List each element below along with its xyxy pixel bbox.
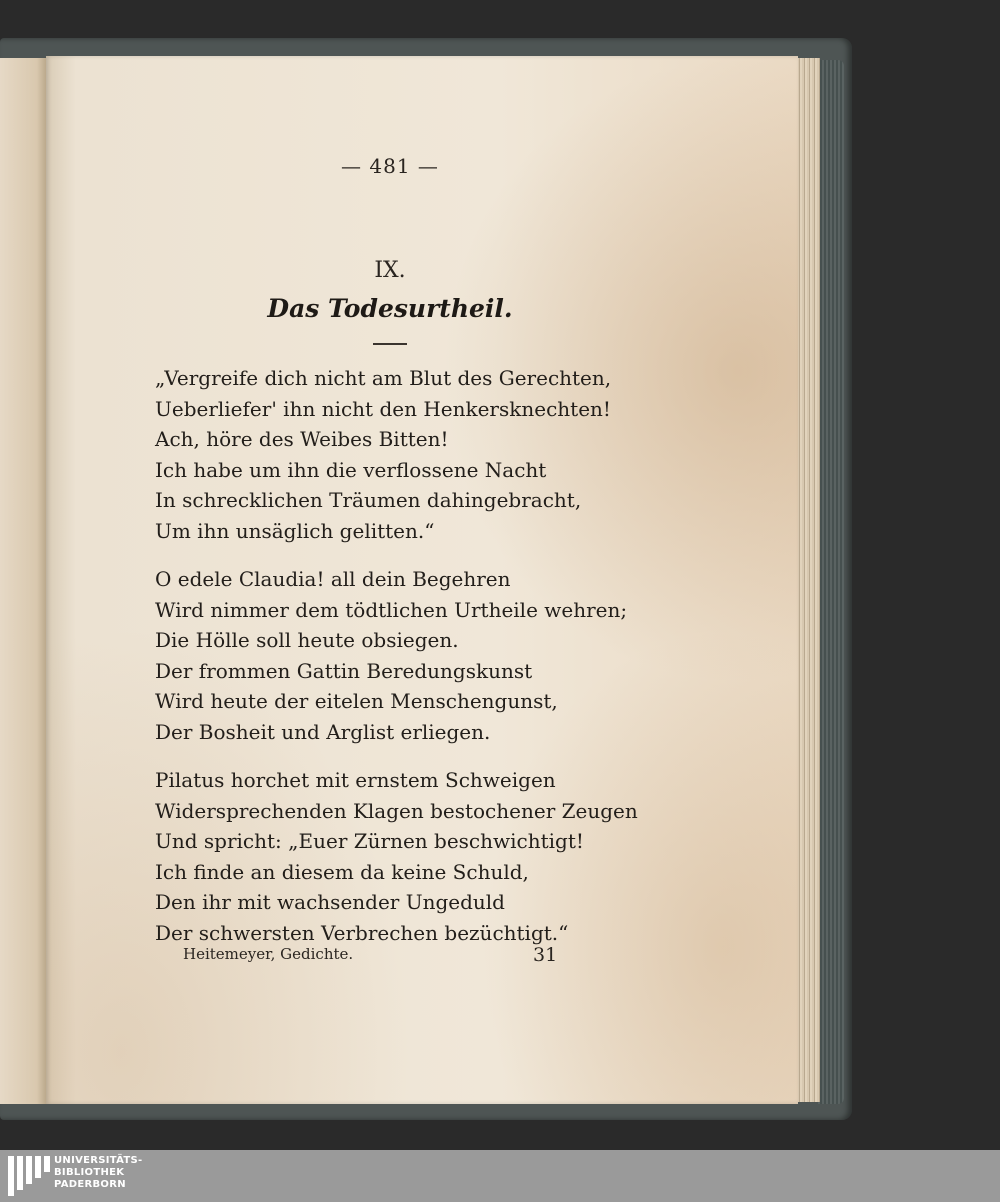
verse-line: Wird heute der eitelen Menschengunst, (155, 689, 558, 713)
left-page-edge (0, 58, 46, 1104)
cover-edge (818, 60, 844, 1104)
section-number: IX. (374, 258, 406, 283)
signature-mark-number: 31 (533, 944, 558, 966)
verse-line: Der schwersten Verbrechen bezüchtigt.“ (155, 920, 569, 945)
stanza-1 (155, 363, 612, 546)
verse-line: Ach, höre des Weibes Bitten! (155, 427, 449, 451)
verse-line: Die Hölle soll heute obsiegen. (155, 628, 459, 652)
verse-line: Um ihn unsäglich gelitten.“ (155, 518, 435, 543)
page-number: — 481 — (341, 154, 439, 178)
verse-line: Der frommen Gattin Beredungskunst (155, 658, 533, 683)
verse-line: Pilatus horchet mit ernstem Schweigen (155, 768, 556, 792)
stanza-3 (155, 765, 638, 948)
verse-line: Wird nimmer dem tödtlichen Urtheile wehren; (155, 597, 628, 622)
library-name-line-1: UNIVERSITÄTS- (54, 1155, 143, 1166)
library-footer (0, 1150, 1000, 1202)
library-name (54, 1155, 143, 1191)
verse-line: O edele Claudia! all dein Begehren (155, 567, 511, 591)
verse-line: Ich habe um ihn die verflossene Nacht (155, 457, 547, 482)
footer-signature: Heitemeyer, Gedichte. (183, 945, 354, 963)
verse-line: Der Bosheit und Arglist erliegen. (155, 719, 491, 744)
title-divider (373, 343, 407, 345)
poem-title: Das Todesurtheil. (267, 294, 513, 323)
verse-line: Ich finde an diesem da keine Schuld, (155, 859, 529, 884)
stanza-2 (155, 564, 628, 747)
library-logo-icon (8, 1156, 50, 1196)
verse-line: „Vergreife dich nicht am Blut des Gerechten, (155, 366, 612, 390)
library-name-line-2: BIBLIOTHEK (54, 1167, 125, 1178)
verse-line: Ueberliefer' ihn nicht den Henkersknechten! (155, 396, 611, 421)
library-name-line-3: PADERBORN (54, 1179, 126, 1190)
verse-line: Und spricht: „Euer Zürnen beschwichtigt! (155, 829, 584, 853)
verse-line: Den ihr mit wachsender Ungeduld (155, 890, 505, 914)
verse-line: In schrecklichen Träumen dahingebracht, (155, 488, 582, 512)
verse-line: Widersprechenden Klagen bestochener Zeugen (155, 798, 638, 823)
